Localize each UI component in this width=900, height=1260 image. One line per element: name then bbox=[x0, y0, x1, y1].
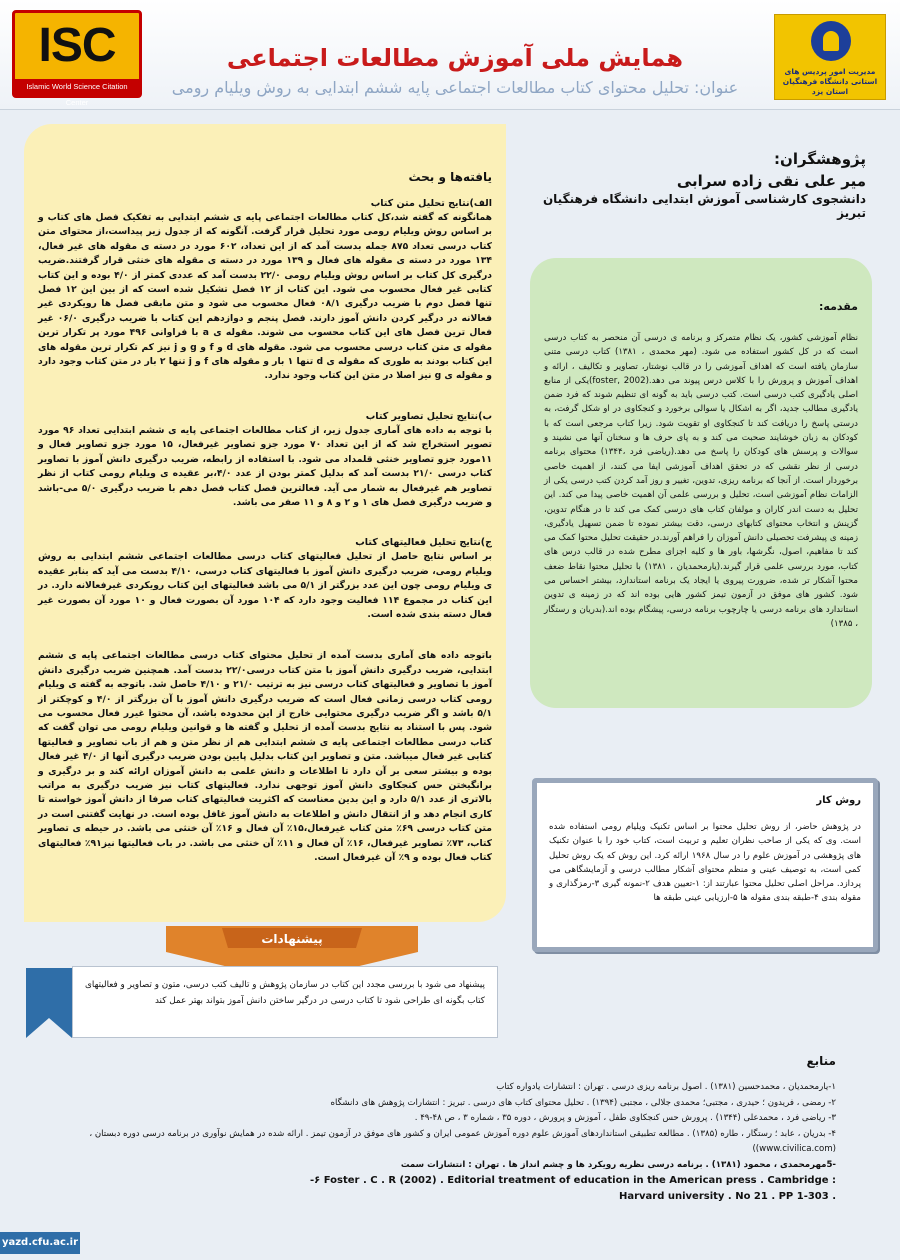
method-heading: روش کار bbox=[816, 795, 861, 806]
poster-header bbox=[0, 0, 900, 110]
suggestions-text: پیشنهاد می شود با بررسی مجدد این کتاب در سازمان پژوهش و تالیف کتب درسی، متون و تصاویر و فعالیتهای کتاب بگونه ای طراحی شود تا کتاب درسی در درگیر ساختن دانش آموز بتواند بهتر عمل کند bbox=[85, 980, 485, 1006]
paper-title: عنوان: تحلیل محتوای کتاب مطالعات اجتماعی پایه ششم ابتدایی به روش ویلیام رومی bbox=[171, 78, 739, 97]
researcher-name: میر علی نقی زاده سرابی bbox=[676, 172, 866, 190]
introduction-panel bbox=[530, 258, 872, 708]
introduction-heading: مقدمه: bbox=[819, 300, 858, 313]
isc-logo bbox=[12, 10, 142, 107]
reference-item-english: -۶ Foster . C . R (2002) . Editorial treatment of education in the American press . Cambridge : bbox=[310, 1175, 836, 1186]
findings-heading: یافته‌ها و بحث bbox=[408, 170, 492, 184]
researchers-block bbox=[526, 150, 866, 220]
university-logo bbox=[774, 14, 886, 100]
references-heading: منابع bbox=[806, 1054, 836, 1068]
university-emblem-icon bbox=[811, 21, 851, 61]
isc-logo-text: ISC bbox=[38, 19, 116, 72]
suggestions-box bbox=[72, 966, 498, 1038]
findings-images-section-body: با توجه به داده های آماری جدول زیر، از کتاب مطالعات اجتماعی پایه ی ششم ابتدایی تعداد ۹۶ مورد تصویر استخراج شد که از این تعداد ۷۰ مورد جزو تصاویر غیرفعال، ۱۵ مورد جزو تصاویر فعال و ۱۱مورد جزو تصاویر خنثی قلمداد می شود. با استفاده از رابطه، ضریب درگیری دانش آموز با تصاویر کتاب درسی ۲۱/۰ بدست آمد که بدلیل کمتر بودن از عدد ۴/۰،بر عقیده ی ویلیام رومی کتاب از نظر تصاویر هم غیرفعال به شمار می آید. فعالترین فصل کتاب فصل دهم با ضریب درگیری ۵/۰ می-باشد و ضریب درگیری فصل های ۱ و ۲ و ۸ و ۱۱ صفر می باشد. bbox=[38, 424, 492, 508]
isc-logo-subtitle: Islamic World Science Citation Center bbox=[15, 79, 139, 95]
conference-title: همایش ملی آموزش مطالعات اجتماعی bbox=[226, 44, 684, 72]
reference-item-english-cont: Harvard university . No 21 . PP 1-303 . bbox=[618, 1190, 836, 1202]
findings-activities-section-body: بر اساس نتایج حاصل از تحلیل فعالیتهای کتاب درسی مطالعات اجتماعی ششم ابتدایی به روش ویلیام رومی، ضریب درگیری دانش آموز با فعالیتهای کتاب درسی، ۴/۱۰ بدست می آید که بنابر عقیده ی ویلیام رومی چون این عدد بزرگتر از ۵/۱ می باشد فعالیتهای این کتاب رویکردی غیرفعالانه دارد. در این کتاب در مجموع ۱۱۴ فعالیت وجود دارد که ۱۰۴ مورد آن بصورت فعال و ۱۰ مورد آن بصورت غیر فعال دسته بندی شده است. bbox=[38, 551, 493, 620]
findings-text-section-title: الف)نتایج تحلیل متن کتاب bbox=[370, 198, 492, 209]
method-panel bbox=[532, 778, 878, 952]
introduction-text: نظام آموزشی کشور، یک نظام متمرکز و برنامه ی درسی آن منحصر به کتاب درسی است که در کل کشور استفاده می شود. (مهر محمدی ، ۱۳۸۱) کتاب درسی متنی سازمان یافته است که اهداف آموزشی را در قالب نوشتار، تصاویر و تکالیف ، ارائه و اهداف آموزش و پرورش را با کلاس درس پیوند می دهد.(foster, 2002)یکی از منابع اصلی یادگیری کتب درسی است. کتب درسی باید به گونه ای تنظیم شوند که فرد ضمن یادگیری مطالب جدید، اگر به اشکال یا سوالی برخورد و کنجکاوی در او شکل گرفت، به درستی پاسخ را دریافت کند تا کنجکاوی او تقویت شود. زیرا کتاب مرجعی است که با کودکان به زبان خوشایند صحبت می کند و به پای حرف ها و سخنان آنها می نشیند و سوالات و پرسش های کودکان را پاسخ می دهد.(ریاضی فرد ،۱۳۴۴) محتوای برنامه درسی از نظر نقشی که در تحقق اهداف آموزشی ایفا می کنند، از اهمیت خاصی برخوردار است. از آنجا که برنامه ریزی، تدوین، تغییر و روز آمد کردن کتب درسی یکی از الزامات نظام آموزشی است، تحلیل و بررسی علمی آن اهمیت خاصی پیدا می کند. این تحلیل به دست اندر کاران و مولفان کتاب های درسی کمک می کند تا در هنگام تدوین، گزینش و انتخاب محتوای کتابهای درسی، دقت بیشتر نموده تا ضمن تسهیل یادگیری، زمینه ی پیشرفت تحصیلی دانش آموزان را فراهم آورند.در حقیقت تحلیل محتوا کمک می کند تا مفاهیم، اصول، نگرشها، باور ها و کلیه اجزای مطرح شده در قالب درس های کتاب، مورد بررسی علمی قرار گیرند.(یارمحمدیان ، ۱۳۸۱) با تحلیل محتوا نقاط ضعف محتوا آشکار تر شده، ضرورت پیروی یا ایجاد یک برنامه استاندارد، بیشتر احساس می شود. کشور های موفق در آزمون تیمز کشور هایی بوده اند که در زمینه ی تدوین استاندارد های برنامه درسی یا چارچوب برنامه درسی، پیشگام بوده اند.(بدریان و رستگار ، ۱۳۸۵) bbox=[544, 333, 858, 629]
university-logo-text: مدیریت امور پردیس های استانی دانشگاه فرهنگیان استان یزد bbox=[782, 67, 878, 96]
reference-item: ۲- رمضی ، فریدون ؛ حیدری ، مجتبی؛ محمدی جلالی ، مجتبی (۱۳۹۴) . تحلیل محتوای کتاب های درسی . تبریز : انتشارات پژوهش های دانشگاه bbox=[330, 1097, 836, 1108]
findings-panel bbox=[24, 124, 506, 922]
findings-conclusion: باتوجه داده های آماری بدست آمده از تحلیل محتوای کتاب درسی مطالعات اجتماعی پایه ی ششم ابتدایی، ضریب درگیری دانش آموز با متن کتاب درسی۲۲/۰ بدست آمد. همچنین ضریب درگیری دانش آموز با تصاویر و فعالیتهای کتاب درسی نیز به ترتیب ۲۱/۰ و ۴/۱۰ حاصل شد. باتوجه به گفته ی ویلیام رومی کتاب درسی زمانی فعال است که ضریب درگیری دانش آموز با آن بزرگتر از ۴/۰ و کوچکتر از ۵/۱ باشد و اگر ضریب درگیری محتوایی خارج از این محدوده باشد، آن محتوا غیرر فعال محسوب می شود. پس با استناد به نتایج بدست آمده از تحلیل و گفته ها و قوانین ویلیام رومی می توان گفت که کتاب درسی مطالعات اجتماعی پایه ی ششم ابتدایی هم از نظر متن و هم از باب تصاویر و فعالیتها کتابی غیر فعال میباشد. متن و تصاویر این کتاب بدلیل پایین بودن ضریب درگیری آنها از ۴/۰ غیر فعال بوده و بیشتر سعی بر آن دارد تا اطلاعات و دانش علمی به دانش آموزان ارائه کند و بر درگیری و برانگیختن حس کنجکاوی دانش آموز توجهی ندارد. فعالیتهای کتاب نیز ضریب درگیری به مراتب بالاتری از عدد ۵/۱ دارد و این بدین معناست که اکثریت فعالیتهای کتاب صرفا از دانش آموز خواسته تا کاری انجام دهد و از انتقال دانش و اطلاعات به دانش آموز غافل بوده است. در نهایت گفتنی است در متن کتاب درسی ۶۹٪ متن کتاب غیرفعال،۱۵٪ آن فعال و ۱۶٪ آن خنثی می باشد. در حیطه ی تصاویر کتاب، ۷۳٪ تصاویر غیرفعال، ۱۶٪ آن فعال و ۱۱٪ آن خنثی می باشد. در باب فعالیتها نیز۹۱٪ فعالیتهای کتاب فعال بوده و ۹٪ آن غیرفعال است. bbox=[38, 650, 492, 864]
method-text: در پژوهش حاضر، از روش تحلیل محتوا بر اساس تکنیک ویلیام رومی استفاده شده است. وی که یکی از صاحب نظران تعلیم و تربیت است، کتاب خود را با عنوان تکنیک های پژوهشی در آموزش علوم را در سال ۱۹۶۸ ارائه کرد. این روش که یک روش تحلیل کمی است، به توصیف عینی و منظم محتوای آشکار مطالب درسی و آزمایشگاهی می پردازد. مراحل اصلی تحلیل محتوا عبارتند از: ۱-تعیین هدف ۲-نمونه گیری ۳-رمزگذاری و مقوله بندی ۴-طبقه بندی مقوله ها ۵-ارزیابی عینی طبقه ها bbox=[549, 822, 861, 904]
findings-activities-section-title: ج)نتایج تحلیل فعالیتهای کتاب bbox=[355, 537, 492, 549]
findings-images-section-title: ب)نتایج تحلیل تصاویر کتاب bbox=[365, 410, 492, 422]
researcher-affiliation: دانشجوی کارشناسی آموزش ابتدایی دانشگاه فرهنگیان تبریز bbox=[542, 192, 866, 220]
reference-item: -5مهرمحمدی ، محمود (۱۳۸۱) . برنامه درسی نظریه رویکرد ها و چشم انداز ها . تهران : انتشارات سمت bbox=[400, 1159, 836, 1170]
site-watermark: yazd.cfu.ac.ir bbox=[0, 1232, 80, 1254]
bookmark-icon bbox=[26, 968, 72, 1038]
reference-item: ۳- ریاضی فرد ، محمدعلی (۱۳۴۴) . پرورش حس کنجکاوی طفل ، آموزش و پرورش ، دوره ۳۵ ، شماره ۳ ، ص ۴۸-۴۹ . bbox=[414, 1113, 836, 1123]
suggestions-label: پیشنهادات bbox=[261, 932, 323, 946]
researchers-heading: پژوهشگران: bbox=[774, 150, 866, 168]
reference-item: ۴- بدریان ، عابد ؛ رستگار ، طاره (۱۳۸۵) . مطالعه تطبیقی استانداردهای آموزش علوم دوره آموزش عمومی ایران و کشور های موفق در آزمون تیمز . ارائه شده در همایش نوآوری در برنامه درسی دوره دبستان ، (www.civilica.com)) bbox=[89, 1128, 836, 1154]
findings-text-section-body: همانگونه که گفته شد،کل کتاب مطالعات اجتماعی پایه ی ششم ابتدایی به تفکیک فصل های کتاب و بر اساس روش ویلیام رومی مورد تحلیل قرار گرفت. آنگونه که از جدول زیر پیداست،از محتوای متن کتاب درسی تعداد ۸۷۵ جمله بدست آمد که از این تعداد، ۶۰۲ مورد در دسته ی مقوله های غیر فعال، ۱۳۴ مورد در دسته ی مقوله های فعال و ۱۳۹ مورد در دسته ی مقوله های خنثی قرار گرفتند.ضریب درگیری کل کتاب بر اساس روش ویلیام رومی ۲۲/۰ بدست آمد که عددی کمتر از ۴/۰ بوده و این کتاب کتابی غیر فعال محسوب می شود. این کتاب از ۱۲ فصل تشکیل شده است که از بین این ۱۲ فصل تنها فصل دوم با ضریب درگیری ۰۸/۱ فعال محسوب می شود و متن مابقی فصل ها رویکردی غیر فعالانه در درگیر کردن دانش آموز دارند. فصل پنجم و دوازدهم این کتاب با ضریب درگیری ۰۶/۰ غیر فعال ترین فصل های این کتاب محسوب می شوند. مقوله ی a با فراوانی ۴۹۶ مورد پر تکرار ترین مقوله ی متن کتاب درسی محسوب می شود. مقوله های d و f و g و j نیز کم تکرار ترین مقوله های این کتاب بودند به طوری که مقوله ی d تنها ۱ بار و مقوله های f و j تنها ۲ بار در متن کتاب وجود دارد و مقوله ی g نیز اصلا در متن این کتاب وجود ندارد. bbox=[38, 212, 493, 382]
references-section bbox=[24, 1054, 836, 1204]
reference-item: ۱-یارمحمدیان ، محمدحسین (۱۳۸۱) . اصول برنامه ریزی درسی . تهران : انتشارات یادواره کتاب bbox=[496, 1082, 836, 1092]
